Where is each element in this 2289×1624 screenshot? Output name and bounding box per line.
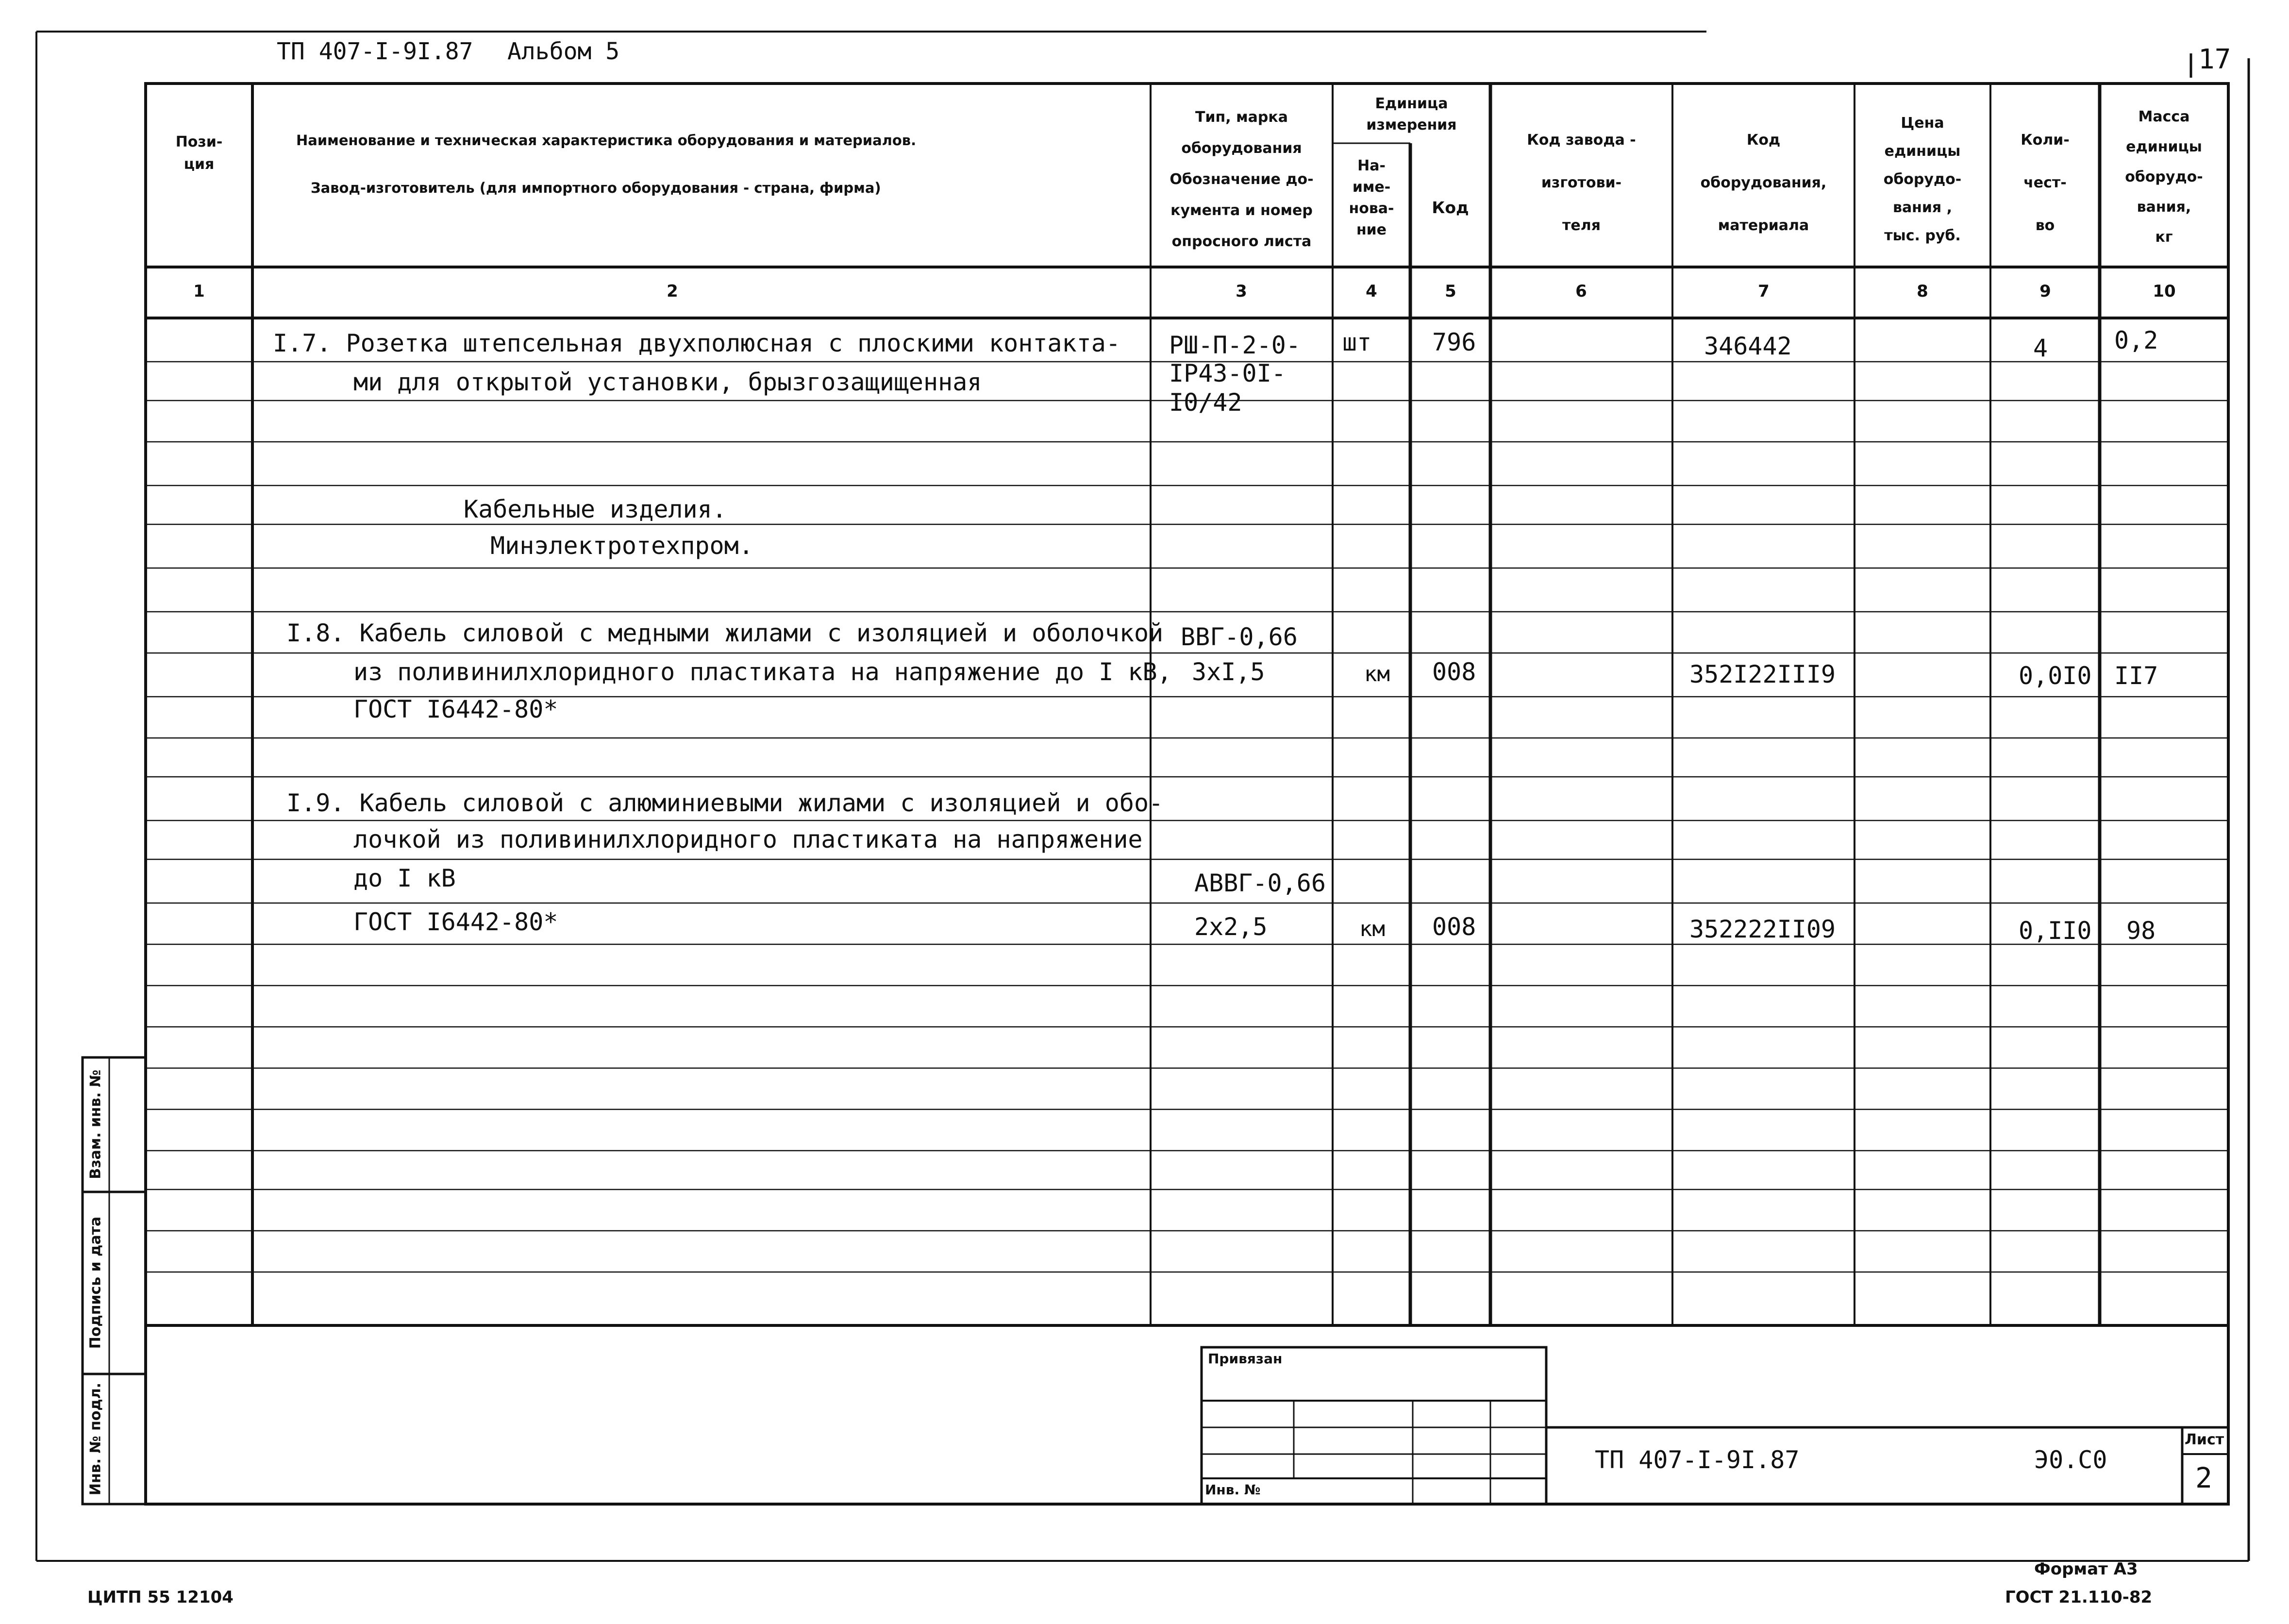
header-plant-code-line: изготови- <box>1541 174 1622 191</box>
column-number: 1 <box>193 282 205 301</box>
column-number: 8 <box>1917 282 1928 301</box>
stamp-replacement-inventory: Взам. инв. № <box>87 1070 104 1179</box>
item-unit-code: 008 <box>1432 913 1476 941</box>
header-unit-name <box>1333 155 1410 241</box>
footer-publisher: ЦИТП 55 12104 <box>87 1588 234 1607</box>
item-quantity: 0,II0 <box>2019 917 2092 945</box>
item-equipment-code: 352222II09 <box>1689 915 1836 943</box>
header-price-line: Цена <box>1901 115 1944 132</box>
footer-gost: ГОСТ 21.110-82 <box>2005 1588 2153 1607</box>
header-plant-code <box>1490 119 1672 247</box>
header-equipment-code-line: Код <box>1746 132 1781 149</box>
item-mass: 98 <box>2126 917 2156 945</box>
header-mass-line: вания, <box>2137 199 2191 216</box>
header-plant-code-line: теля <box>1562 217 1601 234</box>
header-mass <box>2100 102 2228 252</box>
header-unit-line: Единица <box>1375 95 1448 112</box>
column-number: 10 <box>2153 282 2176 301</box>
section-heading: Минэлектротехпром. <box>490 532 753 560</box>
item-unit-code: 008 <box>1432 658 1476 686</box>
item-name-line: из поливинилхлоридного пластиката на напряжение до I кВ, <box>353 658 1172 686</box>
header-price-line: единицы <box>1884 143 1961 160</box>
item-name-line: I.8. Кабель силовой с медными жилами с изоляцией и оболочкой <box>286 619 1164 647</box>
header-equipment-code-line: материала <box>1718 217 1809 234</box>
item-mass: II7 <box>2114 662 2158 690</box>
item-equipment-code: 352I22III9 <box>1689 660 1836 688</box>
column-number: 7 <box>1758 282 1770 301</box>
album-label: Альбом 5 <box>507 38 620 65</box>
stamp-original-inventory: Инв. № подл. <box>87 1382 104 1496</box>
header-quantity <box>1990 119 2100 247</box>
header-name-line2: Завод-изготовитель (для импортного оборудования - страна, фирма) <box>311 180 881 196</box>
item-name-line: ми для открытой установки, брызгозащищенная <box>353 368 982 396</box>
item-type-line: ВВГ-0,66 <box>1181 623 1298 651</box>
header-type <box>1151 102 1333 257</box>
title-block-sheet-label: Лист <box>2185 1431 2224 1448</box>
header-unit-name-line: ние <box>1356 221 1387 238</box>
item-mass: 0,2 <box>2114 326 2158 354</box>
header-equipment-code <box>1672 119 1855 247</box>
title-block-document-code: ТП 407-I-9I.87 <box>1595 1446 1800 1474</box>
header-unit-name-line: нова- <box>1349 200 1394 217</box>
title-block-privyazan: Привязан <box>1208 1351 1283 1367</box>
section-heading: Кабельные изделия. <box>464 495 727 523</box>
item-name-line: ГОСТ I6442-80* <box>353 908 558 936</box>
header-price-line: оборудо- <box>1883 171 1962 188</box>
header-mass-line: кг <box>2155 229 2173 246</box>
column-number: 4 <box>1366 282 1377 301</box>
header-type-line: Тип, марка <box>1195 109 1288 126</box>
item-quantity: 4 <box>2033 334 2048 362</box>
header-quantity-line: Коли- <box>2021 132 2070 149</box>
column-number: 9 <box>2039 282 2051 301</box>
header-unit-line: измерения <box>1366 117 1457 134</box>
page-number: 17 <box>2198 44 2231 75</box>
item-type-line: IP43-0I- <box>1169 359 1286 387</box>
item-unit-code: 796 <box>1432 328 1476 356</box>
header-quantity-line: чест- <box>2023 174 2067 191</box>
header-unit <box>1333 93 1490 136</box>
item-quantity: 0,0I0 <box>2019 662 2092 690</box>
header-position-line: ция <box>184 156 215 173</box>
header-mass-line: оборудо- <box>2125 168 2203 185</box>
item-name-line: ГОСТ I6442-80* <box>353 695 558 723</box>
header-mass-line: единицы <box>2126 138 2202 155</box>
item-name-line: до I кВ <box>353 864 456 892</box>
column-number: 3 <box>1236 282 1247 301</box>
header-quantity-line: во <box>2035 217 2055 234</box>
column-number: 6 <box>1575 282 1587 301</box>
header-type-line: оборудования <box>1181 140 1302 157</box>
item-name-line: лочкой из поливинилхлоридного пластиката на напряжение <box>353 825 1143 854</box>
header-type-line: кумента и номер <box>1170 202 1313 219</box>
header-price-line: вания , <box>1892 199 1953 216</box>
item-type-line: 3хI,5 <box>1192 658 1265 686</box>
footer-format: Формат А3 <box>2034 1559 2138 1579</box>
item-unit: км <box>1359 917 1385 941</box>
header-equipment-code-line: оборудования, <box>1700 174 1827 191</box>
header-plant-code-line: Код завода - <box>1527 132 1636 149</box>
header-type-line: Обозначение до- <box>1170 171 1314 188</box>
title-block-inventory: Инв. № <box>1205 1482 1261 1498</box>
item-unit: км <box>1364 662 1390 686</box>
item-name-line: I.7. Розетка штепсельная двухполюсная с плоскими контакта- <box>273 329 1120 357</box>
item-type-line: АВВГ-0,66 <box>1194 869 1326 897</box>
column-number: 5 <box>1445 282 1456 301</box>
header-position <box>146 131 252 176</box>
item-name-line: I.9. Кабель силовой с алюминиевыми жилами с изоляцией и обо- <box>286 789 1164 817</box>
item-type-line: РШ-П-2-0- <box>1169 331 1301 359</box>
header-price-line: тыс. руб. <box>1884 227 1961 244</box>
item-type-line: 2х2,5 <box>1194 913 1268 941</box>
document-code: ТП 407-I-9I.87 <box>277 38 473 65</box>
item-unit: шт <box>1342 328 1372 356</box>
header-type-line: опросного листа <box>1171 233 1312 250</box>
header-unit-code: Код <box>1432 198 1469 217</box>
title-block-section-code: Э0.С0 <box>2034 1446 2107 1474</box>
header-unit-name-line: На- <box>1357 157 1386 174</box>
item-equipment-code: 346442 <box>1704 332 1792 360</box>
header-mass-line: Масса <box>2138 108 2190 125</box>
header-price <box>1855 109 1990 250</box>
column-number: 2 <box>667 282 678 301</box>
stamp-signature-date: Подпись и дата <box>87 1216 104 1349</box>
header-position-line: Пози- <box>175 134 223 151</box>
item-type-line: I0/42 <box>1169 388 1242 417</box>
header-name-line1: Наименование и техническая характеристика оборудования и материалов. <box>296 132 917 149</box>
title-block-sheet-value: 2 <box>2195 1461 2212 1494</box>
header-unit-name-line: име- <box>1352 179 1391 196</box>
